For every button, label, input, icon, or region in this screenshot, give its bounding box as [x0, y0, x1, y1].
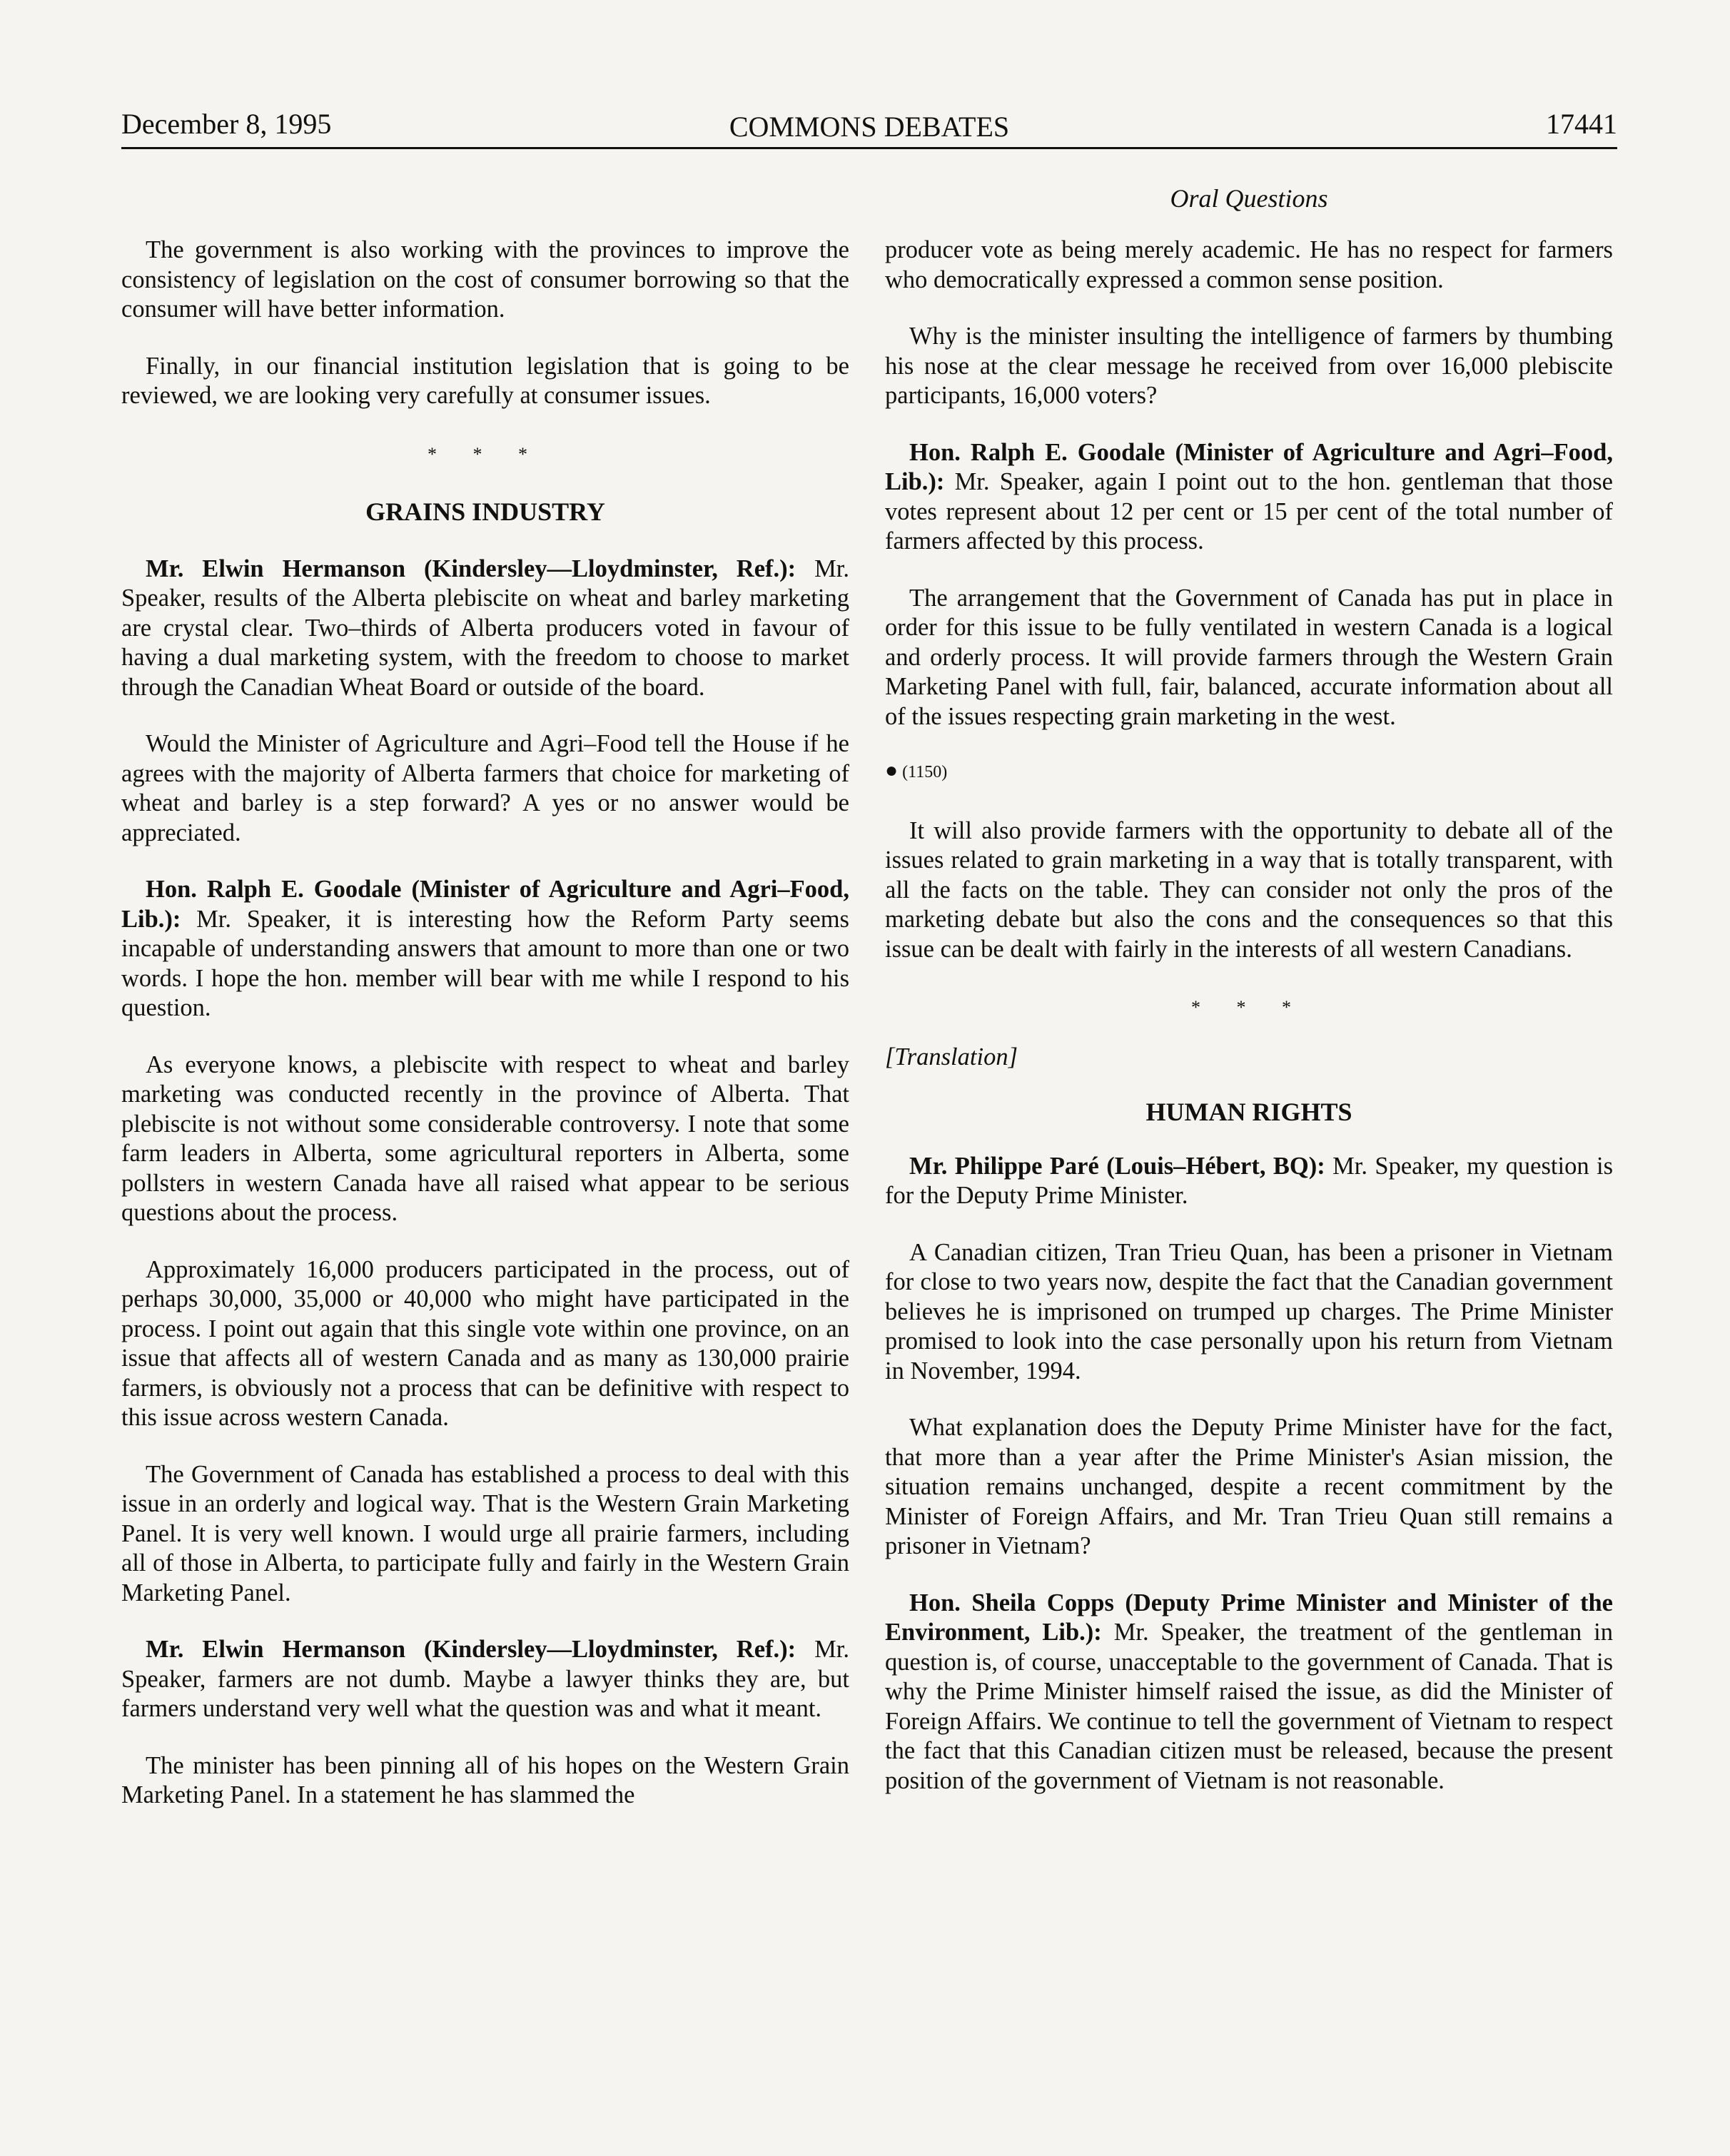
time-marker-text: (1150) — [902, 763, 948, 781]
speech-text: Mr. Speaker, the treatment of the gentleman in question is, of course, unacceptable to the government of Canada. That is why the Prime Minister himself raised the issue, as did the Minister of Foreign Affairs. We continue to tell the government of Vietnam to respect the fact that this Canadian citizen must be released, because the present position of the government of Vietnam is not reasonable. — [885, 1619, 1613, 1794]
section-separator: * * * — [1191, 997, 1307, 1018]
speaker-name: Mr. Elwin Hermanson (Kindersley—Lloydminster, Ref.): — [146, 555, 796, 582]
paragraph: Finally, in our financial institution legislation that is going to be reviewed, we are looking very carefully at consumer issues. — [121, 352, 849, 409]
paragraph: What explanation does the Deputy Prime Minister have for the fact, that more than a year after the Prime Minister's Asian mission, the situation remains unchanged, despite a recent commitment by the Minister of Foreign Affairs, and Mr. Tran Trieu Quan still remains a prisoner in Vietnam? — [885, 1414, 1613, 1559]
header-date: December 8, 1995 — [121, 108, 332, 140]
paragraph: A Canadian citizen, Tran Trieu Quan, has been a prisoner in Vietnam for close to two years now, despite the fact that the Canadian government believes he is imprisoned on trumped up charges. The Prime Minister promised to look into the case personally upon his return from Vietnam in November, 1994. — [885, 1238, 1613, 1385]
paragraph: Approximately 16,000 producers participated in the process, out of perhaps 30,000, 35,000 or 40,000 who might have participated in the process. I point out again that this single vote within one province, on an issue that affects all of western Canada and as many as 130,000 prairie farmers, is obviously not a process that can be definitive with respect to this issue across western Canada. — [121, 1255, 849, 1431]
left-column — [121, 184, 849, 1811]
page-header — [121, 107, 1617, 149]
speech-text: Mr. Speaker, again I point out to the hon. gentleman that those votes represent about 12 per cent or 15 per cent of the total number of farmers affected by this process. — [885, 468, 1613, 555]
speech-paragraph — [885, 1589, 1613, 1796]
section-heading: HUMAN RIGHTS — [1145, 1098, 1352, 1126]
paragraph: The government is also working with the provinces to improve the consistency of legislation on the cost of consumer borrowing so that the consumer will have better information. — [121, 236, 849, 323]
speech-paragraph — [121, 875, 849, 1023]
speech-text: Mr. Speaker, farmers are not dumb. Maybe a lawyer thinks they are, but farmers understand very well what the question was and what it meant. — [121, 1636, 849, 1722]
speech-paragraph — [885, 1152, 1613, 1211]
paragraph: Why is the minister insulting the intelligence of farmers by thumbing his nose at the clear message he received from over 16,000 plebiscite participants, 16,000 voters? — [885, 323, 1613, 409]
paragraph: It will also provide farmers with the opportunity to debate all of the issues related to grain marketing in a way that is totally transparent, with all the facts on the table. They can consider not only the pros of the marketing debate but also the cons and the consequences so that this issue can be dealt with fairly in the interests of all western Canadians. — [885, 816, 1613, 963]
speaker-name: Mr. Philippe Paré (Louis–Hébert, BQ): — [909, 1152, 1325, 1180]
paragraph: producer vote as being merely academic. He has no respect for farmers who democratically expressed a common sense position. — [885, 236, 1613, 293]
speech-paragraph — [885, 438, 1613, 557]
speech-paragraph — [121, 1635, 849, 1724]
header-page-number: 17441 — [1546, 108, 1617, 140]
paragraph: The Government of Canada has established a process to deal with this issue in an orderly and logical way. That is the Western Grain Marketing Panel. It is very well known. I would urge all prairie farmers, including all of those in Alberta, to participate fully and fairly in the Western Grain Marketing Panel. — [121, 1460, 849, 1606]
paragraph: The minister has been pinning all of his hopes on the Western Grain Marketing Panel. In a statement he has slammed the — [121, 1751, 849, 1808]
speaker-name: Hon. Sheila Copps (Deputy Prime Minister and Minister of the Environment, Lib.): — [885, 1589, 1613, 1646]
time-marker — [885, 756, 1613, 788]
speaker-name: Hon. Ralph E. Goodale (Minister of Agriculture and Agri–Food, Lib.): — [885, 438, 1613, 495]
speech-paragraph — [121, 555, 849, 703]
paragraph: As everyone knows, a plebiscite with respect to wheat and barley marketing was conducted recently in the province of Alberta. That plebiscite is not without some considerable controversy. I note that some farm leaders in Alberta, some agricultural reporters in Alberta, some pollsters in western Canada have all raised what appear to be serious questions about the process. — [121, 1051, 849, 1226]
translation-note: [Translation] — [885, 1043, 1018, 1071]
speaker-name: Hon. Ralph E. Goodale (Minister of Agriculture and Agri–Food, Lib.): — [121, 876, 849, 933]
paragraph: Would the Minister of Agriculture and Agri–Food tell the House if he agrees with the majority of Alberta farmers that choice for marketing of wheat and barley is a step forward? A yes or no answer would be appreciated. — [121, 730, 849, 846]
running-head: Oral Questions — [1170, 184, 1328, 213]
speech-text: Mr. Speaker, it is interesting how the Reform Party seems incapable of understanding answers that amount to more than one or two words. I hope the hon. member will bear with me while I respond to his question. — [121, 905, 849, 1021]
right-column — [885, 184, 1613, 1796]
speaker-name: Mr. Elwin Hermanson (Kindersley—Lloydminster, Ref.): — [146, 1636, 796, 1663]
paragraph: The arrangement that the Government of Canada has put in place in order for this issue to be fully ventilated in western Canada is a logical and orderly process. It will provide farmers through the Western Grain Marketing Panel with full, fair, balanced, accurate information about all of the issues respecting grain marketing in the west. — [885, 584, 1613, 730]
speech-text: Mr. Speaker, my question is for the Deputy Prime Minister. — [885, 1152, 1613, 1209]
section-heading: GRAINS INDUSTRY — [365, 497, 605, 526]
header-title: COMMONS DEBATES — [729, 111, 1010, 143]
bullet-icon: ● — [885, 759, 899, 782]
speech-text: Mr. Speaker, results of the Alberta plebiscite on wheat and barley marketing are crystal clear. Two–thirds of Alberta producers voted in favour of having a dual marketing system, with the freedom to choose to market through the Canadian Wheat Board or outside of the board. — [121, 555, 849, 701]
section-separator: * * * — [428, 443, 543, 465]
